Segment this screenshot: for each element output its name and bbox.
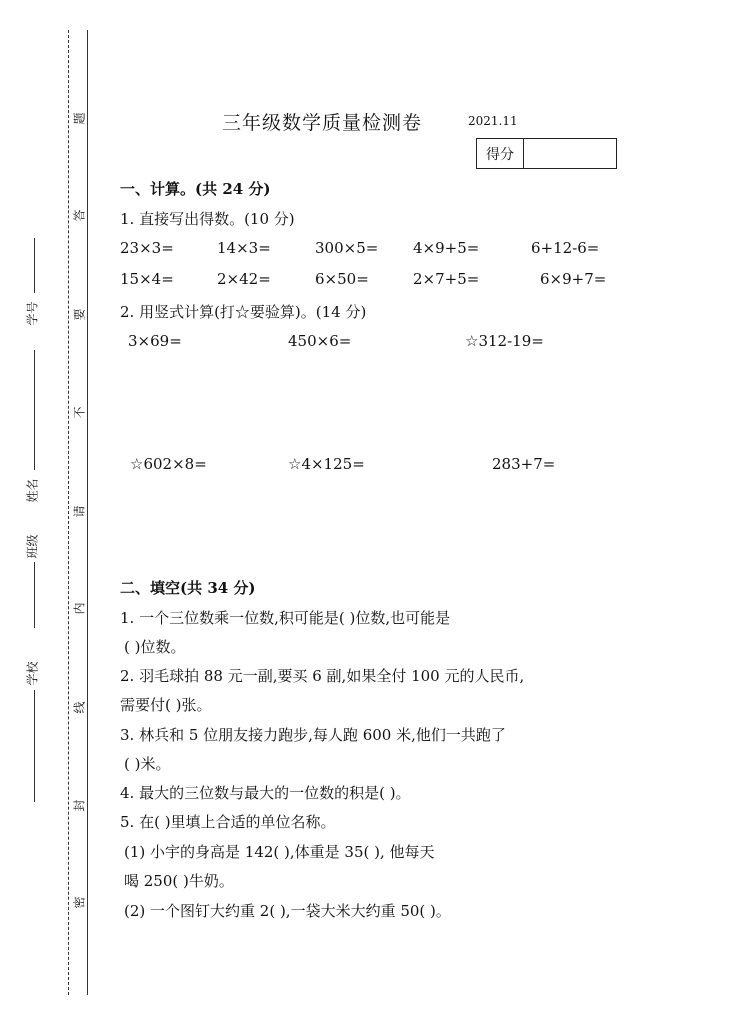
exam-title: 三年级数学质量检测卷 <box>222 112 423 134</box>
student-class-label: 班级 <box>25 534 40 559</box>
calc-item: 15×4= <box>120 270 174 288</box>
binding-dashed-line <box>68 30 69 995</box>
seal-char: 线 <box>72 701 87 714</box>
vertical-calc-item: 450×6= <box>288 332 352 350</box>
fill-line: (2) 一个图钉大约重 2( ),一袋大米大约重 50( )。 <box>124 902 451 920</box>
seal-char: 题 <box>72 112 87 125</box>
calc-item: 300×5= <box>315 239 379 257</box>
exam-date: 2021.11 <box>468 114 518 128</box>
fill-line: 4. 最大的三位数与最大的一位数的积是( )。 <box>120 784 411 802</box>
seal-char: 封 <box>72 799 87 812</box>
calc-item: 6+12-6= <box>531 239 600 257</box>
calc-item: 23×3= <box>120 239 174 257</box>
fill-line: 需要付( )张。 <box>120 696 212 714</box>
section2-heading: 二、填空(共 34 分) <box>120 579 256 597</box>
vertical-calc-item: ☆312-19= <box>465 332 544 350</box>
fill-line: ( )米。 <box>124 755 171 773</box>
student-school-label: 学校 <box>25 661 40 686</box>
seal-char: 内 <box>72 602 87 615</box>
calc-item: 6×9+7= <box>540 270 607 288</box>
fill-line: 5. 在( )里填上合适的单位名称。 <box>120 813 336 831</box>
fill-line: 1. 一个三位数乘一位数,积可能是( )位数,也可能是 <box>120 609 451 627</box>
student-id-line[interactable] <box>34 238 35 293</box>
student-id-label: 学号 <box>25 301 40 326</box>
fill-line: 3. 林兵和 5 位朋友接力跑步,每人跑 600 米,他们一共跑了 <box>120 726 506 744</box>
calc-item: 2×42= <box>217 270 271 288</box>
student-name-label: 姓名 <box>25 478 40 503</box>
score-box <box>476 138 617 169</box>
section1-heading: 一、计算。(共 24 分) <box>120 180 271 198</box>
calc-item: 2×7+5= <box>413 270 480 288</box>
fill-line: 喝 250( )牛奶。 <box>124 872 234 890</box>
seal-char: 要 <box>72 308 87 321</box>
score-field[interactable] <box>524 139 616 168</box>
vertical-calc-item: ☆602×8= <box>130 455 207 473</box>
seal-char: 答 <box>72 209 87 222</box>
calc-item: 14×3= <box>217 239 271 257</box>
q2-label: 2. 用竖式计算(打☆要验算)。(14 分) <box>120 303 367 321</box>
seal-char: 请 <box>72 505 87 518</box>
fill-line: ( )位数。 <box>124 638 186 656</box>
vertical-calc-item: 3×69= <box>128 332 182 350</box>
fill-line: 2. 羽毛球拍 88 元一副,要买 6 副,如果全付 100 元的人民币, <box>120 667 525 685</box>
student-name-line[interactable] <box>34 350 35 470</box>
calc-item: 6×50= <box>315 270 369 288</box>
seal-char: 密 <box>72 896 87 909</box>
calc-item: 4×9+5= <box>413 239 480 257</box>
student-school-line[interactable] <box>34 690 35 802</box>
vertical-calc-item: ☆4×125= <box>288 455 365 473</box>
fill-line: (1) 小宇的身高是 142( ),体重是 35( ), 他每天 <box>124 843 435 861</box>
vertical-calc-item: 283+7= <box>492 455 556 473</box>
q1-label: 1. 直接写出得数。(10 分) <box>120 210 295 228</box>
student-class-line[interactable] <box>34 562 35 628</box>
score-label: 得分 <box>477 139 524 168</box>
seal-char: 不 <box>72 406 87 419</box>
